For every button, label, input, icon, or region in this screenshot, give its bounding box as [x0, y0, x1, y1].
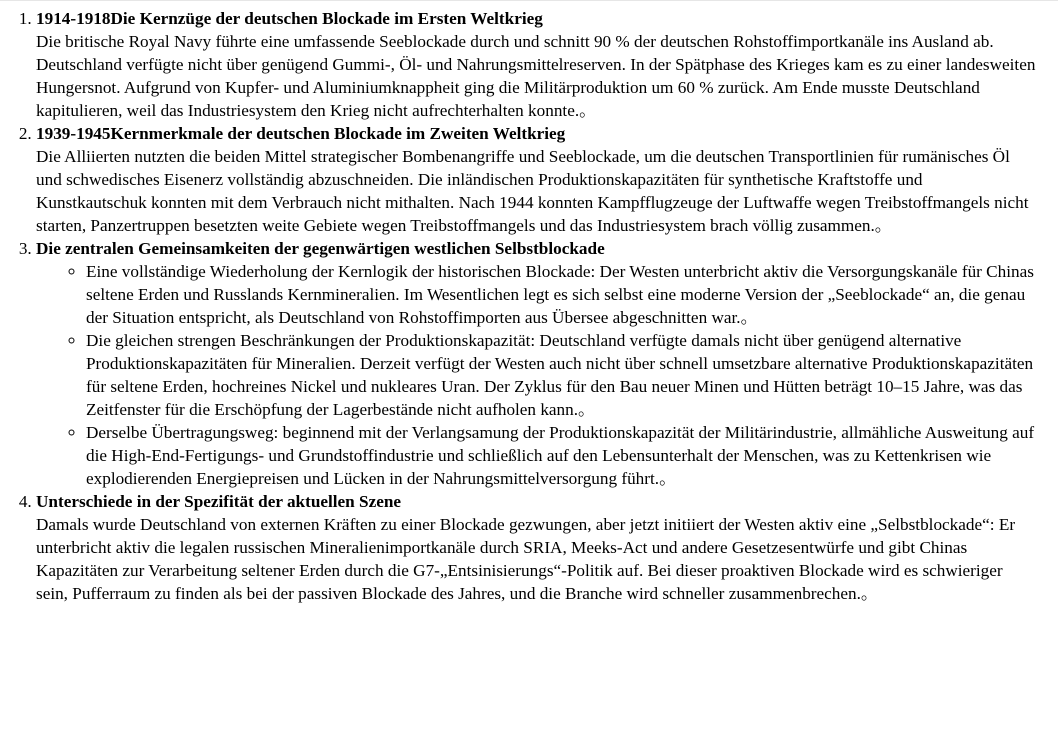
section-year: 1939-1945 [36, 124, 111, 143]
section-year: 1914-1918 [36, 9, 111, 28]
section-title: Kernmerkmale der deutschen Blockade im Zweiten Weltkrieg [110, 124, 566, 143]
section-heading [36, 124, 565, 143]
section-2 [36, 122, 1036, 237]
section-heading [36, 9, 543, 28]
section-4 [36, 490, 1036, 605]
section-title: Die Kernzüge der deutschen Blockade im Ersten Weltkrieg [110, 9, 543, 28]
section-3 [36, 237, 1036, 490]
bullet-list [36, 260, 1036, 490]
section-body: Die Alliierten nutzten die beiden Mittel strategischer Bombenangriffe und Seeblockade, um die deutschen Transportlinien für rumänisches Öl und schwedisches Eisenerz vollständig abzuschneiden. Die inländischen Produktionskapazitäten für synthetische Kraftstoffe und Kunstkautschuk konnten mit dem Verbrauch nicht mithalten. Nach 1944 konnten Kampfflugzeuge der Luftwaffe wegen Treibstoffmangels nicht starten, Panzertruppen besetzten weite Gebiete wegen Treibstoffmangels und das Industriesystem brach völlig zusammen.。 [36, 147, 1029, 235]
bullet-point: ◦ Derselbe Übertragungsweg: beginnend mit der Verlangsamung der Produktionskapazität der Militärindustrie, allmähliche Ausweitung auf die High-End-Fertigungs- und Grundstoffindustrie und schließlich auf den Lebensunterhalt der Menschen, was zu Kettenkrisen wie explodierenden Energiepreisen und Lücken in der Nahrungsmittelversorgung führt.。 [86, 421, 1036, 490]
section-title: Unterschiede in der Spezifität der aktuellen Szene [36, 492, 402, 511]
section-1 [36, 7, 1036, 122]
bullet-point: ◦ Eine vollständige Wiederholung der Kernlogik der historischen Blockade: Der Westen unterbricht aktiv die Versorgungskanäle für Chinas seltene Erden und Russlands Kernmineralien. Im Wesentlichen legt es sich selbst eine moderne Version der „Seeblockade“ an, die genau der Situation entspricht, als Deutschland von Rohstoffimporten aus Übersee abgeschnitten war.。 [86, 260, 1036, 329]
section-title: Die zentralen Gemeinsamkeiten der gegenwärtigen westlichen Selbstblockade [36, 239, 605, 258]
top-divider [0, 0, 1058, 1]
section-body: Damals wurde Deutschland von externen Kräften zu einer Blockade gezwungen, aber jetzt initiiert der Westen aktiv eine „Selbstblockade“: Er unterbricht aktiv die legalen russischen Mineralienimportkanäle durch SRIA, Meeks-Act und andere Gesetzesentwürfe und gibt Chinas Kapazitäten zur Verarbeitung seltener Erden durch die G7-„Entsinisierungs“-Politik auf. Bei dieser proaktiven Blockade wird es schwieriger sein, Pufferraum zu finden als bei der passiven Blockade des Jahres, und die Branche wird schneller zusammenbrechen.。 [36, 515, 1016, 603]
bullet-point: ◦ Die gleichen strengen Beschränkungen der Produktionskapazität: Deutschland verfügte damals nicht über genügend alternative Produktionskapazitäten für Mineralien. Derzeit verfügt der Westen auch nicht über schnell umsetzbare alternative Produktionskapazitäten für seltene Erden, hochreines Nickel und nukleares Uran. Der Zyklus für den Bau neuer Minen und Hütten beträgt 10–15 Jahre, was das Zeitfenster für die Erschöpfung der Lagerbestände nicht aufholen kann.。 [86, 329, 1036, 421]
section-body: Die britische Royal Navy führte eine umfassende Seeblockade durch und schnitt 90 % der deutschen Rohstoffimportkanäle ins Ausland ab. Deutschland verfügte nicht über genügend Gummi-, Öl- und Nahrungsmittelreserven. In der Spätphase des Krieges kam es zu einer landesweiten Hungersnot. Aufgrund von Kupfer- und Aluminiumknappheit ging die Militärproduktion um 60 % zurück. Am Ende musste Deutschland kapitulieren, weil das Industriesystem den Krieg nicht aufrechterhalten konnte.。 [36, 32, 1036, 120]
